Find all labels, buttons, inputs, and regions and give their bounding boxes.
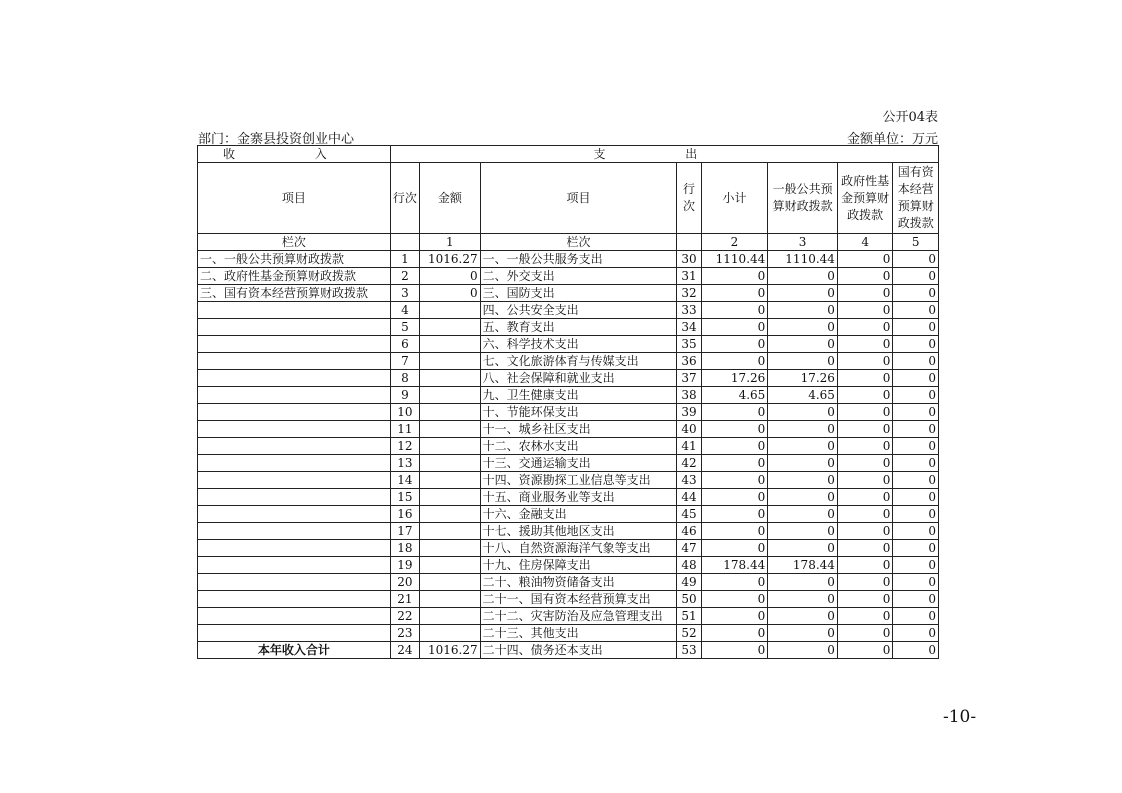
column-header-row	[198, 163, 939, 234]
table-row	[198, 268, 939, 285]
cell-amount: 1016.27	[420, 251, 481, 268]
cell-row-no: 22	[390, 608, 419, 625]
index-expense-row-no	[677, 234, 701, 251]
cell-amount	[420, 540, 481, 557]
cell-subtotal: 0	[701, 285, 768, 302]
index-state-capital: 5	[893, 234, 939, 251]
cell-amount	[420, 387, 481, 404]
header-state-capital: 国有资本经营预算财政拨款	[893, 163, 939, 234]
cell-expense-item: 十一、城乡社区支出	[480, 421, 677, 438]
table-row	[198, 642, 939, 659]
cell-state-capital: 0	[893, 557, 939, 574]
cell-income-item	[198, 336, 391, 353]
cell-income-item	[198, 387, 391, 404]
header-expense-item: 项目	[480, 163, 677, 234]
table-row	[198, 523, 939, 540]
cell-subtotal: 0	[701, 506, 768, 523]
cell-general-budget: 0	[768, 608, 838, 625]
cell-income-item	[198, 625, 391, 642]
cell-subtotal: 0	[701, 472, 768, 489]
cell-expense-row-no: 51	[677, 608, 701, 625]
cell-amount	[420, 591, 481, 608]
cell-expense-row-no: 50	[677, 591, 701, 608]
amount-unit-label: 金额单位：万元	[846, 132, 938, 147]
cell-expense-row-no: 52	[677, 625, 701, 642]
cell-expense-row-no: 32	[677, 285, 701, 302]
index-subtotal: 2	[701, 234, 768, 251]
cell-income-item: 三、国有资本经营预算财政拨款	[198, 285, 391, 302]
cell-expense-item: 十、节能环保支出	[480, 404, 677, 421]
cell-expense-row-no: 31	[677, 268, 701, 285]
cell-subtotal: 0	[701, 642, 768, 659]
cell-expense-item: 十九、住房保障支出	[480, 557, 677, 574]
cell-gov-fund: 0	[837, 387, 893, 404]
cell-income-item	[198, 523, 391, 540]
cell-income-item	[198, 608, 391, 625]
cell-general-budget: 0	[768, 489, 838, 506]
cell-gov-fund: 0	[837, 591, 893, 608]
cell-row-no: 20	[390, 574, 419, 591]
cell-row-no: 19	[390, 557, 419, 574]
cell-gov-fund: 0	[837, 557, 893, 574]
cell-income-item	[198, 438, 391, 455]
cell-general-budget: 0	[768, 455, 838, 472]
cell-income-item	[198, 302, 391, 319]
cell-amount	[420, 489, 481, 506]
cell-expense-item: 二十三、其他支出	[480, 625, 677, 642]
cell-general-budget: 1110.44	[768, 251, 838, 268]
index-label: 栏次	[198, 234, 391, 251]
cell-expense-item: 二十一、国有资本经营预算支出	[480, 591, 677, 608]
cell-general-budget: 0	[768, 625, 838, 642]
cell-subtotal: 0	[701, 302, 768, 319]
cell-subtotal: 0	[701, 523, 768, 540]
table-row	[198, 285, 939, 302]
cell-subtotal: 1110.44	[701, 251, 768, 268]
cell-income-item	[198, 404, 391, 421]
table-row	[198, 574, 939, 591]
table-row	[198, 387, 939, 404]
cell-expense-item: 八、社会保障和就业支出	[480, 370, 677, 387]
cell-expense-row-no: 44	[677, 489, 701, 506]
cell-general-budget: 0	[768, 353, 838, 370]
cell-general-budget: 0	[768, 438, 838, 455]
cell-income-item	[198, 455, 391, 472]
table-row	[198, 421, 939, 438]
cell-expense-item: 三、国防支出	[480, 285, 677, 302]
cell-expense-row-no: 43	[677, 472, 701, 489]
header-general-budget: 一般公共预算财政拨款	[768, 163, 838, 234]
table-row	[198, 455, 939, 472]
cell-expense-item: 九、卫生健康支出	[480, 387, 677, 404]
cell-row-no: 1	[390, 251, 419, 268]
cell-income-item	[198, 421, 391, 438]
cell-amount	[420, 523, 481, 540]
cell-row-no: 5	[390, 319, 419, 336]
cell-expense-item: 十六、金融支出	[480, 506, 677, 523]
cell-subtotal: 0	[701, 353, 768, 370]
cell-gov-fund: 0	[837, 370, 893, 387]
income-section-title: 收 入	[198, 146, 391, 163]
cell-gov-fund: 0	[837, 251, 893, 268]
cell-amount	[420, 353, 481, 370]
cell-gov-fund: 0	[837, 455, 893, 472]
cell-expense-row-no: 39	[677, 404, 701, 421]
cell-expense-row-no: 48	[677, 557, 701, 574]
cell-general-budget: 0	[768, 268, 838, 285]
cell-expense-item: 十二、农林水支出	[480, 438, 677, 455]
cell-income-item	[198, 574, 391, 591]
cell-expense-item: 七、文化旅游体育与传媒支出	[480, 353, 677, 370]
index-amount: 1	[420, 234, 481, 251]
cell-expense-row-no: 41	[677, 438, 701, 455]
cell-expense-row-no: 49	[677, 574, 701, 591]
cell-gov-fund: 0	[837, 506, 893, 523]
index-row-no	[390, 234, 419, 251]
cell-amount	[420, 319, 481, 336]
cell-subtotal: 0	[701, 574, 768, 591]
cell-amount	[420, 370, 481, 387]
cell-general-budget: 0	[768, 302, 838, 319]
table-row	[198, 472, 939, 489]
cell-expense-row-no: 46	[677, 523, 701, 540]
cell-row-no: 6	[390, 336, 419, 353]
cell-amount	[420, 455, 481, 472]
cell-amount: 1016.27	[420, 642, 481, 659]
cell-general-budget: 17.26	[768, 370, 838, 387]
cell-expense-item: 十四、资源勘探工业信息等支出	[480, 472, 677, 489]
cell-row-no: 13	[390, 455, 419, 472]
header-gov-fund: 政府性基金预算财政拨款	[837, 163, 893, 234]
cell-gov-fund: 0	[837, 336, 893, 353]
cell-income-item	[198, 370, 391, 387]
cell-row-no: 3	[390, 285, 419, 302]
cell-row-no: 16	[390, 506, 419, 523]
cell-expense-row-no: 36	[677, 353, 701, 370]
cell-gov-fund: 0	[837, 625, 893, 642]
page-number: -10-	[943, 707, 977, 727]
cell-subtotal: 17.26	[701, 370, 768, 387]
index-expense-label: 栏次	[480, 234, 677, 251]
table-row	[198, 608, 939, 625]
cell-state-capital: 0	[893, 523, 939, 540]
cell-amount: 0	[420, 285, 481, 302]
cell-subtotal: 0	[701, 319, 768, 336]
cell-amount	[420, 557, 481, 574]
cell-income-item	[198, 489, 391, 506]
cell-subtotal: 4.65	[701, 387, 768, 404]
cell-general-budget: 0	[768, 540, 838, 557]
cell-income-item: 本年收入合计	[198, 642, 391, 659]
table-row	[198, 557, 939, 574]
cell-general-budget: 178.44	[768, 557, 838, 574]
cell-subtotal: 0	[701, 489, 768, 506]
cell-expense-item: 二、外交支出	[480, 268, 677, 285]
cell-row-no: 9	[390, 387, 419, 404]
cell-subtotal: 0	[701, 608, 768, 625]
cell-state-capital: 0	[893, 336, 939, 353]
cell-subtotal: 0	[701, 438, 768, 455]
cell-income-item: 一、一般公共预算财政拨款	[198, 251, 391, 268]
cell-general-budget: 0	[768, 285, 838, 302]
cell-row-no: 4	[390, 302, 419, 319]
cell-row-no: 15	[390, 489, 419, 506]
cell-row-no: 24	[390, 642, 419, 659]
cell-subtotal: 0	[701, 591, 768, 608]
cell-expense-item: 十五、商业服务业等支出	[480, 489, 677, 506]
cell-gov-fund: 0	[837, 489, 893, 506]
cell-gov-fund: 0	[837, 421, 893, 438]
header-subtotal: 小计	[701, 163, 768, 234]
cell-state-capital: 0	[893, 608, 939, 625]
header-expense-row-no: 行次	[677, 163, 701, 234]
cell-state-capital: 0	[893, 472, 939, 489]
cell-state-capital: 0	[893, 591, 939, 608]
cell-row-no: 10	[390, 404, 419, 421]
cell-subtotal: 0	[701, 336, 768, 353]
table-row	[198, 506, 939, 523]
table-row	[198, 319, 939, 336]
cell-expense-row-no: 53	[677, 642, 701, 659]
cell-expense-row-no: 30	[677, 251, 701, 268]
cell-row-no: 11	[390, 421, 419, 438]
table-row	[198, 404, 939, 421]
cell-subtotal: 0	[701, 404, 768, 421]
cell-income-item	[198, 472, 391, 489]
cell-amount	[420, 506, 481, 523]
cell-general-budget: 0	[768, 523, 838, 540]
cell-state-capital: 0	[893, 642, 939, 659]
cell-state-capital: 0	[893, 421, 939, 438]
cell-amount	[420, 302, 481, 319]
cell-expense-row-no: 42	[677, 455, 701, 472]
cell-general-budget: 0	[768, 574, 838, 591]
cell-state-capital: 0	[893, 540, 939, 557]
cell-expense-item: 十七、援助其他地区支出	[480, 523, 677, 540]
cell-amount	[420, 574, 481, 591]
cell-state-capital: 0	[893, 438, 939, 455]
cell-expense-row-no: 33	[677, 302, 701, 319]
cell-general-budget: 0	[768, 336, 838, 353]
cell-subtotal: 0	[701, 421, 768, 438]
cell-subtotal: 0	[701, 540, 768, 557]
cell-subtotal: 0	[701, 625, 768, 642]
cell-general-budget: 0	[768, 472, 838, 489]
column-index-row	[198, 234, 939, 251]
cell-subtotal: 0	[701, 455, 768, 472]
cell-income-item	[198, 557, 391, 574]
cell-expense-item: 十三、交通运输支出	[480, 455, 677, 472]
cell-row-no: 18	[390, 540, 419, 557]
cell-row-no: 21	[390, 591, 419, 608]
cell-state-capital: 0	[893, 251, 939, 268]
cell-income-item	[198, 319, 391, 336]
cell-state-capital: 0	[893, 353, 939, 370]
cell-expense-item: 十八、自然资源海洋气象等支出	[480, 540, 677, 557]
table-row	[198, 370, 939, 387]
cell-gov-fund: 0	[837, 353, 893, 370]
header-amount: 金额	[420, 163, 481, 234]
cell-state-capital: 0	[893, 574, 939, 591]
cell-row-no: 8	[390, 370, 419, 387]
cell-amount	[420, 438, 481, 455]
cell-expense-row-no: 37	[677, 370, 701, 387]
cell-general-budget: 0	[768, 404, 838, 421]
table-row	[198, 353, 939, 370]
cell-state-capital: 0	[893, 455, 939, 472]
cell-income-item	[198, 540, 391, 557]
cell-amount	[420, 421, 481, 438]
cell-gov-fund: 0	[837, 285, 893, 302]
cell-gov-fund: 0	[837, 319, 893, 336]
cell-row-no: 2	[390, 268, 419, 285]
cell-expense-item: 四、公共安全支出	[480, 302, 677, 319]
cell-state-capital: 0	[893, 285, 939, 302]
table-row	[198, 625, 939, 642]
index-gov-fund: 4	[837, 234, 893, 251]
cell-income-item	[198, 591, 391, 608]
cell-gov-fund: 0	[837, 268, 893, 285]
header-row-no: 行次	[390, 163, 419, 234]
cell-amount	[420, 472, 481, 489]
cell-expense-item: 二十二、灾害防治及应急管理支出	[480, 608, 677, 625]
cell-amount	[420, 608, 481, 625]
table-row	[198, 438, 939, 455]
cell-general-budget: 0	[768, 506, 838, 523]
cell-subtotal: 0	[701, 268, 768, 285]
cell-expense-row-no: 45	[677, 506, 701, 523]
fiscal-appropriation-table	[197, 145, 939, 659]
cell-gov-fund: 0	[837, 404, 893, 421]
table-body	[198, 251, 939, 659]
cell-gov-fund: 0	[837, 438, 893, 455]
cell-expense-row-no: 35	[677, 336, 701, 353]
cell-gov-fund: 0	[837, 642, 893, 659]
cell-row-no: 12	[390, 438, 419, 455]
cell-state-capital: 0	[893, 268, 939, 285]
cell-gov-fund: 0	[837, 608, 893, 625]
cell-general-budget: 0	[768, 421, 838, 438]
cell-gov-fund: 0	[837, 302, 893, 319]
table-row	[198, 336, 939, 353]
header-income-item: 项目	[198, 163, 391, 234]
cell-expense-item: 二十四、债务还本支出	[480, 642, 677, 659]
cell-gov-fund: 0	[837, 540, 893, 557]
cell-gov-fund: 0	[837, 574, 893, 591]
cell-expense-item: 一、一般公共服务支出	[480, 251, 677, 268]
cell-general-budget: 4.65	[768, 387, 838, 404]
cell-general-budget: 0	[768, 591, 838, 608]
cell-state-capital: 0	[893, 489, 939, 506]
cell-expense-item: 二十、粮油物资储备支出	[480, 574, 677, 591]
cell-row-no: 7	[390, 353, 419, 370]
table-row	[198, 251, 939, 268]
cell-state-capital: 0	[893, 506, 939, 523]
cell-expense-row-no: 47	[677, 540, 701, 557]
section-header-row	[198, 146, 939, 163]
index-general: 3	[768, 234, 838, 251]
cell-state-capital: 0	[893, 370, 939, 387]
cell-row-no: 17	[390, 523, 419, 540]
cell-state-capital: 0	[893, 625, 939, 642]
cell-expense-item: 五、教育支出	[480, 319, 677, 336]
cell-expense-item: 六、科学技术支出	[480, 336, 677, 353]
table-row	[198, 302, 939, 319]
expense-section-title: 支 出	[390, 146, 938, 163]
cell-amount	[420, 625, 481, 642]
table-row	[198, 489, 939, 506]
cell-state-capital: 0	[893, 404, 939, 421]
cell-row-no: 14	[390, 472, 419, 489]
cell-amount: 0	[420, 268, 481, 285]
department-label: 部门：金寨县投资创业中心	[198, 132, 355, 147]
cell-expense-row-no: 34	[677, 319, 701, 336]
form-code: 公开04表	[882, 110, 938, 125]
cell-amount	[420, 404, 481, 421]
table-row	[198, 591, 939, 608]
cell-general-budget: 0	[768, 319, 838, 336]
cell-state-capital: 0	[893, 302, 939, 319]
cell-income-item	[198, 506, 391, 523]
cell-row-no: 23	[390, 625, 419, 642]
table-row	[198, 540, 939, 557]
cell-state-capital: 0	[893, 387, 939, 404]
cell-gov-fund: 0	[837, 523, 893, 540]
cell-amount	[420, 336, 481, 353]
cell-gov-fund: 0	[837, 472, 893, 489]
cell-expense-row-no: 38	[677, 387, 701, 404]
cell-income-item	[198, 353, 391, 370]
cell-subtotal: 178.44	[701, 557, 768, 574]
cell-state-capital: 0	[893, 319, 939, 336]
cell-income-item: 二、政府性基金预算财政拨款	[198, 268, 391, 285]
cell-expense-row-no: 40	[677, 421, 701, 438]
cell-general-budget: 0	[768, 642, 838, 659]
